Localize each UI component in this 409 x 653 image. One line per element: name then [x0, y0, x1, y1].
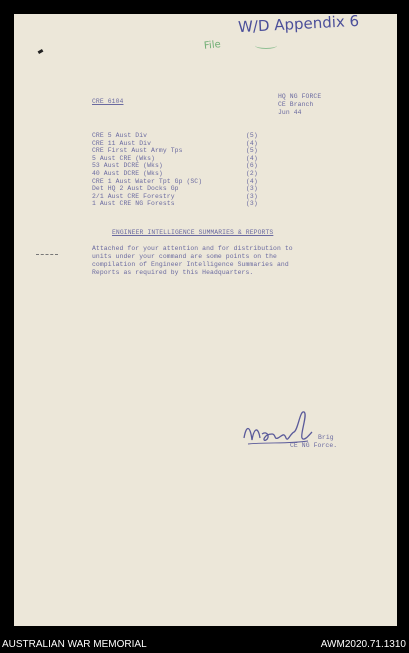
signature-title: CE NG Force. [290, 442, 338, 449]
sender-line-1: HQ NG FORCE [278, 93, 322, 100]
copies-count: (4) [246, 154, 258, 162]
footer-institution: AUSTRALIAN WAR MEMORIAL [2, 639, 147, 650]
distribution-unit: CRE 1 Aust Water Tpt Gp (SC) [92, 177, 203, 185]
file-scribble [255, 42, 277, 49]
document-page [14, 11, 397, 626]
copies-count: (5) [246, 132, 258, 139]
distribution-unit: 5 Aust CRE (Wks) [92, 154, 155, 162]
distribution-unit: 53 Aust DCRE (Wks) [92, 162, 163, 170]
copies-count: (3) [246, 185, 258, 193]
distribution-unit: Det HQ 2 Aust Docks Gp [92, 185, 179, 193]
distribution-unit: 2/1 Aust CRE Forestry [92, 192, 175, 200]
body-line: compilation of Engineer Intelligence Summaries and [92, 261, 289, 268]
body-line: Reports as required by this Headquarters. [92, 269, 254, 276]
distribution-unit: CRE 5 Aust Div [92, 132, 148, 139]
distribution-unit: CRE 11 Aust Div [92, 139, 152, 147]
body-line: Attached for your attention and for distribution to [92, 245, 293, 252]
distribution-unit: 1 Aust CRE NG Forests [92, 200, 175, 208]
archive-footer [0, 637, 409, 653]
distribution-unit: CRE First Aust Army Tps [92, 147, 183, 155]
copies-count: (6) [246, 162, 258, 170]
margin-dash [36, 254, 58, 255]
copies-count: (4) [246, 177, 258, 185]
reference-number: CRE 6104 [92, 98, 124, 105]
copies-count: (3) [246, 192, 258, 200]
appendix-annotation: W/D Appendix 6 [237, 11, 360, 37]
sender-line-3: Jun 44 [278, 109, 302, 116]
copies-count: (5) [246, 147, 258, 155]
copies-count: (2) [246, 170, 258, 177]
distribution-unit: 40 Aust DCRE (Wks) [92, 170, 163, 177]
subject-heading: ENGINEER INTELLIGENCE SUMMARIES & REPORTS [112, 229, 274, 236]
copies-count: (3) [246, 200, 258, 208]
body-line: units under your command are some points on the [92, 253, 277, 260]
footer-accession-number: AWM2020.71.1310 [320, 639, 406, 650]
copies-count: (4) [246, 139, 258, 147]
sender-line-2: CE Branch [278, 101, 314, 108]
signature-rank: Brig [318, 434, 334, 441]
file-annotation: File [203, 39, 222, 52]
